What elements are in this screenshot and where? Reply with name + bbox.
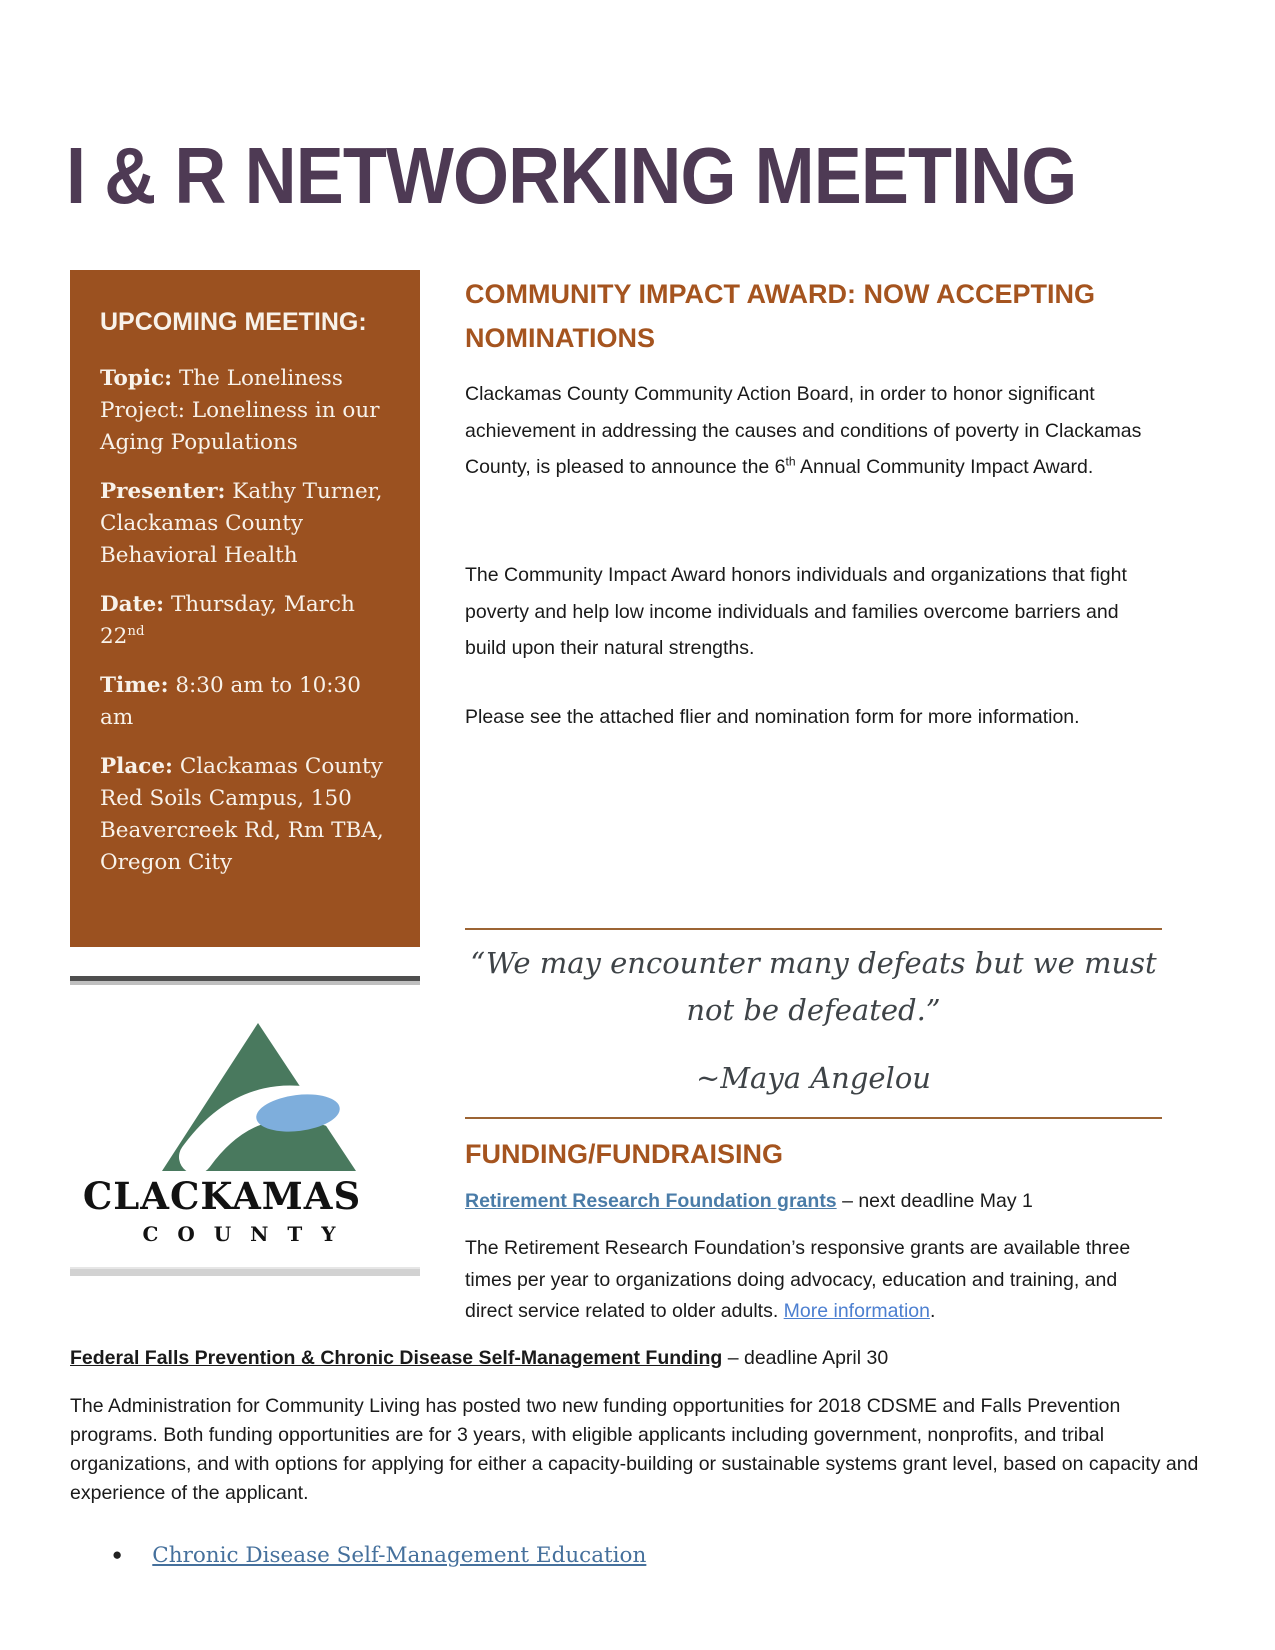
logo-frame-top bbox=[70, 976, 420, 985]
date-ordinal: nd bbox=[127, 623, 145, 639]
time-label: Time: bbox=[100, 673, 169, 698]
place-label: Place: bbox=[100, 754, 173, 779]
award-paragraph-3: Please see the attached flier and nomination form for more information. bbox=[465, 706, 1080, 728]
federal-deadline-text: – deadline April 30 bbox=[722, 1347, 889, 1369]
meeting-box-heading: UPCOMING MEETING: bbox=[100, 308, 367, 336]
logo-frame-bottom bbox=[70, 1267, 420, 1276]
federal-link-line bbox=[70, 1343, 1212, 1375]
quote-line-1: “We may encounter many defeats but we must bbox=[470, 946, 1157, 980]
funding-heading: FUNDING/FUNDRAISING bbox=[465, 1139, 783, 1169]
award-paragraph-2: The Community Impact Award honors individuals and organizations that fight poverty and help low income individuals and families overcome barriers and build upon their natural strengths. bbox=[465, 564, 1127, 659]
award-p1-ordinal: th bbox=[785, 454, 796, 469]
federal-funding-link[interactable]: Federal Falls Prevention & Chronic Disease Self-Management Funding bbox=[70, 1347, 723, 1369]
bullet-list-item bbox=[70, 1543, 1212, 1568]
rrf-body-text: The Retirement Research Foundation’s responsive grants are available three times per year to organizations doing advocacy, education and training, and direct service related to older adults. bbox=[465, 1237, 1131, 1322]
quote-line-2: not be defeated.” bbox=[686, 993, 941, 1027]
logo-county-word: C O U N T Y bbox=[142, 1222, 342, 1246]
topic-value: The Loneliness Project: Loneliness in our Aging Populations bbox=[100, 366, 380, 455]
page-title: I & R NETWORKING MEETING bbox=[66, 130, 1077, 220]
meeting-date bbox=[100, 589, 394, 653]
award-heading: COMMUNITY IMPACT AWARD: NOW ACCEPTING NOMINATIONS bbox=[465, 279, 1095, 353]
rrf-deadline-text: – next deadline May 1 bbox=[836, 1190, 1033, 1212]
bullet-icon: ● bbox=[112, 1545, 123, 1564]
cdsme-link[interactable]: Chronic Disease Self-Management Education bbox=[152, 1543, 647, 1568]
logo-county-name: CLACKAMAS bbox=[82, 1174, 362, 1218]
rrf-period: . bbox=[929, 1300, 936, 1322]
presenter-value: Kathy Turner, Clackamas County Behavioral Health bbox=[100, 479, 383, 568]
time-value: 8:30 am to 10:30 am bbox=[100, 673, 361, 730]
meeting-topic bbox=[100, 363, 394, 459]
rrf-link-line bbox=[465, 1186, 1162, 1218]
federal-paragraph: The Administration for Community Living has posted two new funding opportunities for 2018 CDSME and Falls Prevention programs. Both funding opportunities are for 3 years, with eligible applicants including government, nonprofits, and tribal organizations, and with options for applying for either a capacity-building or sustainable systems grant level, based on capacity and experience of the applicant. bbox=[70, 1395, 1199, 1504]
county-logo-block bbox=[70, 976, 420, 1276]
award-p1-tail: Annual Community Impact Award. bbox=[795, 456, 1094, 478]
award-paragraph-1 bbox=[465, 376, 1162, 486]
award-p1-text: Clackamas County Community Action Board, in order to honor significant achievement in addressing the causes and conditions of poverty in Clackamas County, is pleased to announce the 6 bbox=[465, 383, 1142, 478]
place-value: Clackamas County Red Soils Campus, 150 Beavercreek Rd, Rm TBA, Oregon City bbox=[100, 754, 384, 875]
meeting-place bbox=[100, 751, 394, 879]
clackamas-county-logo-icon bbox=[70, 995, 420, 1257]
more-information-link[interactable]: More information bbox=[783, 1300, 930, 1322]
rrf-grants-link[interactable]: Retirement Research Foundation grants bbox=[465, 1190, 837, 1212]
topic-label: Topic: bbox=[100, 366, 173, 391]
rrf-paragraph bbox=[465, 1233, 1162, 1328]
quote-attribution: ~Maya Angelou bbox=[696, 1061, 931, 1095]
meeting-presenter bbox=[100, 476, 394, 572]
quote-block bbox=[465, 928, 1162, 1119]
upcoming-meeting-box bbox=[70, 270, 420, 947]
date-value: Thursday, March 22 bbox=[100, 592, 355, 649]
meeting-time bbox=[100, 670, 394, 734]
presenter-label: Presenter: bbox=[100, 479, 226, 504]
date-label: Date: bbox=[100, 592, 165, 617]
